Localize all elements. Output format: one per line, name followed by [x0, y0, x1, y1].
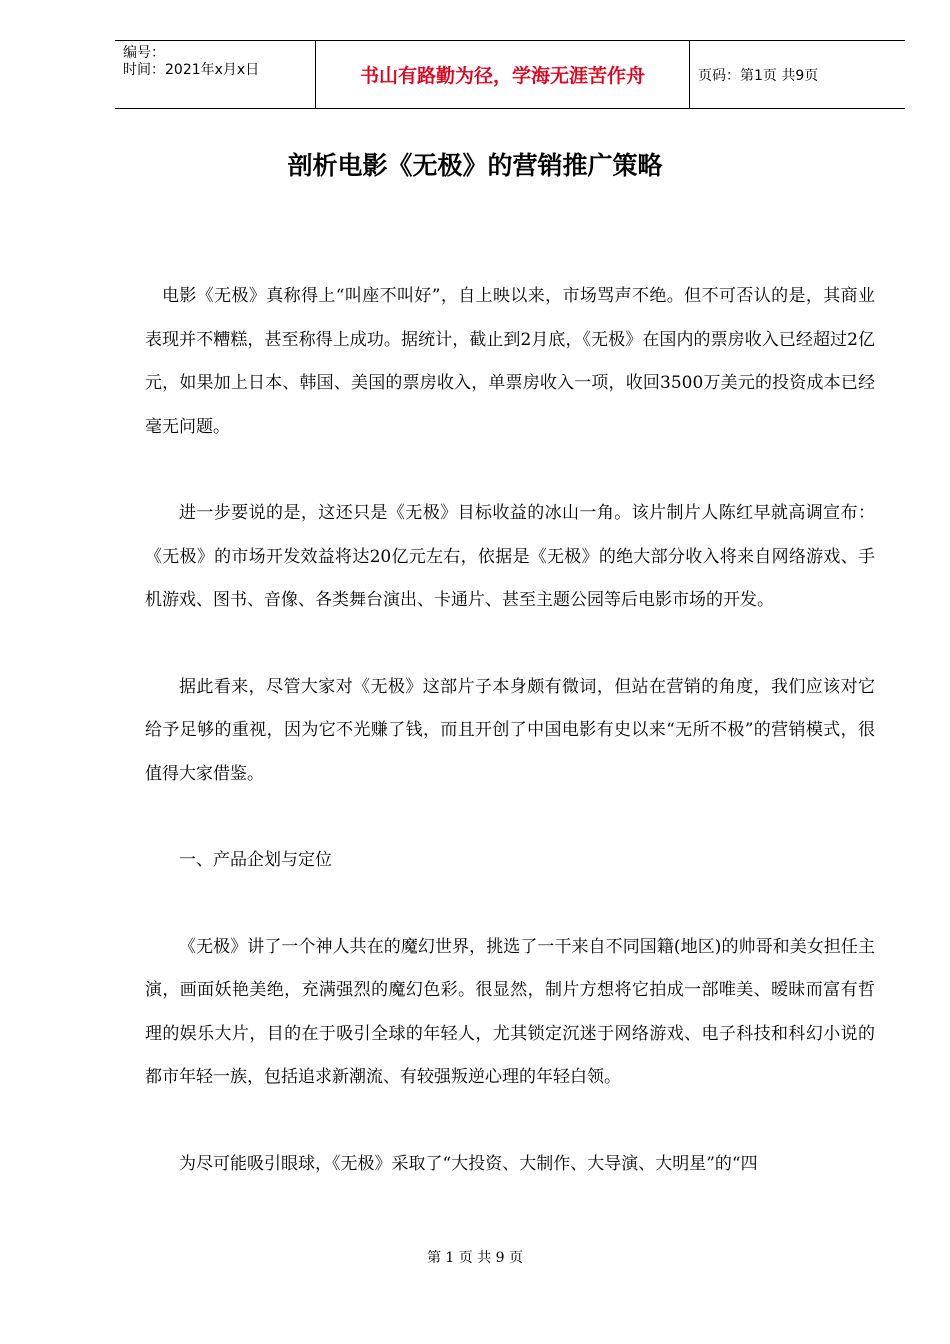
- serial-label: 编号：: [123, 45, 165, 61]
- page-footer: 第 1 页 共 9 页: [426, 1250, 524, 1266]
- paragraph: 为尽可能吸引眼球，《无极》采取了“大投资、大制作、大导演、大明星”的“四: [179, 1153, 758, 1174]
- time-label: 时间：2021年x月x日: [123, 62, 260, 78]
- section-heading: 一、产品企划与定位: [179, 850, 332, 870]
- header-meta-cell: [115, 41, 316, 108]
- paragraph: 据此看来，尽管大家对《无极》这部片子本身颇有微词，但站在营销的角度，我们应该对它给予足够的重视，因为它不光赚了钱，而且开创了中国电影有史以来“无所不极”的营销模式，很值得大家借鉴。: [145, 676, 875, 784]
- paragraph: 进一步要说的是，这还只是《无极》目标收益的冰山一角。该片制片人陈红早就高调宣布：《无极》的市场开发效益将达20亿元左右，依据是《无极》的绝大部分收入将来自网络游戏、手机游戏、图书、音像、各类舞台演出、卡通片、甚至主题公园等后电影市场的开发。: [145, 503, 875, 610]
- paragraph: 电影《无极》真称得上“叫座不叫好”，自上映以来，市场骂声不绝。但不可否认的是，其商业表现并不糟糕，甚至称得上成功。据统计，截止到2月底，《无极》在国内的票房收入已经超过2亿元，如果加上日本、韩国、美国的票房收入，单票房收入一项，收回3500万美元的投资成本已经毫无问题。: [145, 286, 875, 437]
- document-title: 剖析电影《无极》的营销推广策略: [287, 151, 663, 180]
- header-table: [115, 40, 905, 109]
- document-body: [145, 275, 875, 1229]
- header-page-info: 页码：第1页 共9页: [698, 67, 819, 84]
- header-motto: 书山有路勤为径，学海无涯苦作舟: [316, 41, 690, 108]
- paragraph: 《无极》讲了一个神人共在的魔幻世界，挑选了一干来自不同国籍(地区)的帅哥和美女担任主演，画面妖艳美绝，充满强烈的魔幻色彩。很显然，制片方想将它拍成一部唯美、暧昧而富有哲理的娱乐大片，目的在于吸引全球的年轻人，尤其锁定沉迷于网络游戏、电子科技和科幻小说的都市年轻一族，包括追求新潮流、有较强叛逆心理的年轻白领。: [145, 936, 875, 1087]
